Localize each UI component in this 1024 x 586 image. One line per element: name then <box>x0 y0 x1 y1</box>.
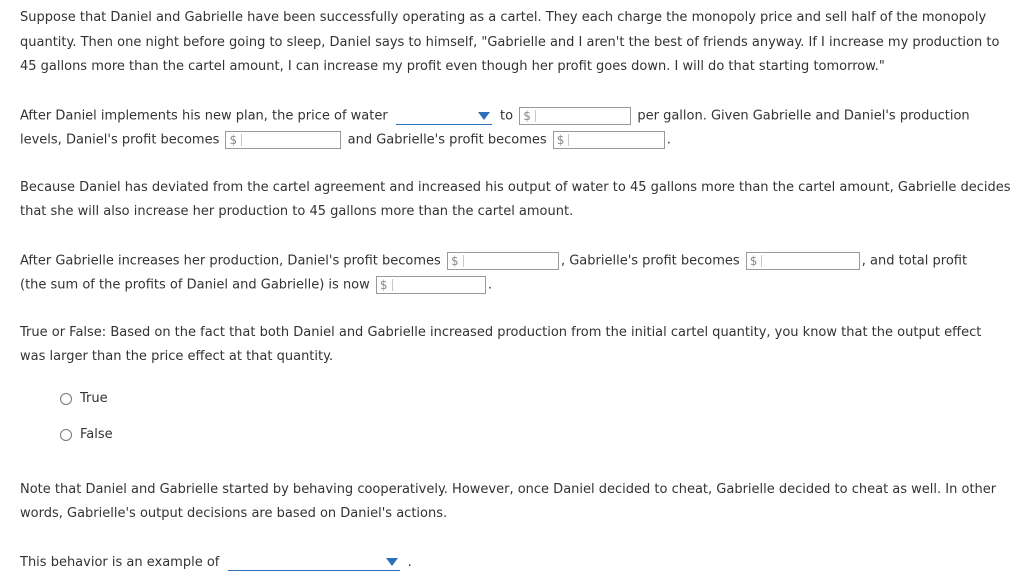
q2-row-1 <box>20 252 967 270</box>
q4-end: . <box>407 555 412 570</box>
q1-row-1 <box>20 107 970 125</box>
q4-text-a: This behavior is an example of <box>20 555 220 570</box>
q1-end: . <box>666 132 671 148</box>
daniel-profit-after-input[interactable] <box>447 252 559 270</box>
q1-row-2 <box>20 131 671 149</box>
chevron-down-icon <box>386 558 398 566</box>
q3-line-2: was larger than the price effect at that quantity. <box>20 349 334 364</box>
daniel-profit-field[interactable] <box>240 132 338 148</box>
q1-text-a: After Daniel implements his new plan, the price of water <box>20 108 388 124</box>
dollar-sign-icon: $ <box>556 133 565 147</box>
price-field[interactable] <box>534 108 628 124</box>
dollar-sign-icon: $ <box>450 254 459 268</box>
radio-option-false[interactable] <box>60 427 113 442</box>
q2-text-a: After Gabrielle increases her production, Daniel's profit becomes <box>20 253 441 269</box>
total-profit-field[interactable] <box>391 277 483 293</box>
q1-text-to: to <box>500 108 514 124</box>
q2-text-d: (the sum of the profits of Daniel and Gabrielle) is now <box>20 277 370 293</box>
chevron-down-icon <box>478 112 490 120</box>
dollar-sign-icon: $ <box>229 133 238 147</box>
daniel-profit-input[interactable] <box>225 131 341 149</box>
dollar-sign-icon: $ <box>749 254 758 268</box>
price-input[interactable] <box>519 107 631 125</box>
gabrielle-profit-after-input[interactable] <box>746 252 860 270</box>
q2-row-2 <box>20 276 492 294</box>
q1-text-c: levels, Daniel's profit becomes <box>20 132 220 148</box>
q2-text-c: , and total profit <box>861 253 968 269</box>
q2-end: . <box>487 277 493 293</box>
intro-line-1: Suppose that Daniel and Gabrielle have been successfully operating as a cartel. They each charge the monopoly price and sell half of the monopoly <box>20 10 987 25</box>
gabrielle-profit-field[interactable] <box>568 132 662 148</box>
note-line-1: Note that Daniel and Gabrielle started by behaving cooperatively. However, once Daniel decided to cheat, Gabrielle decided to cheat as well. In other <box>20 482 997 497</box>
total-profit-input[interactable] <box>376 276 486 294</box>
para2-line-2: that she will also increase her production to 45 gallons more than the cartel amount. <box>20 204 574 219</box>
radio-label-true: True <box>80 391 108 406</box>
radio-option-true[interactable] <box>60 391 108 406</box>
q1-text-d: and Gabrielle's profit becomes <box>347 132 547 148</box>
gabrielle-profit-after-field[interactable] <box>761 253 857 269</box>
q1-text-b: per gallon. Given Gabrielle and Daniel's production <box>637 108 970 124</box>
daniel-profit-after-field[interactable] <box>462 253 556 269</box>
intro-line-3: 45 gallons more than the cartel amount, I can increase my profit even though her profit goes down. I will do that starting tomorrow." <box>20 59 885 74</box>
para2-line-1: Because Daniel has deviated from the cartel agreement and increased his output of water to 45 gallons more than the cartel amount, Gabrielle decides <box>20 180 1011 195</box>
radio-label-false: False <box>80 427 113 442</box>
dollar-sign-icon: $ <box>523 109 531 123</box>
q3-line-1: True or False: Based on the fact that both Daniel and Gabrielle increased production from the initial cartel quantity, you know that the output effect <box>20 325 982 340</box>
q4-row <box>20 554 412 571</box>
behavior-type-dropdown[interactable] <box>228 554 400 571</box>
radio-button-true[interactable] <box>60 393 72 405</box>
note-line-2: words, Gabrielle's output decisions are based on Daniel's actions. <box>20 506 448 521</box>
intro-line-2: quantity. Then one night before going to sleep, Daniel says to himself, "Gabrielle and I aren't the best of friends anyway. If I increase my production to <box>20 35 1000 50</box>
dollar-sign-icon: $ <box>379 278 388 292</box>
radio-button-false[interactable] <box>60 429 72 441</box>
gabrielle-profit-input[interactable] <box>553 131 665 149</box>
price-direction-dropdown[interactable] <box>396 108 492 125</box>
q2-text-b: , Gabrielle's profit becomes <box>560 253 740 269</box>
